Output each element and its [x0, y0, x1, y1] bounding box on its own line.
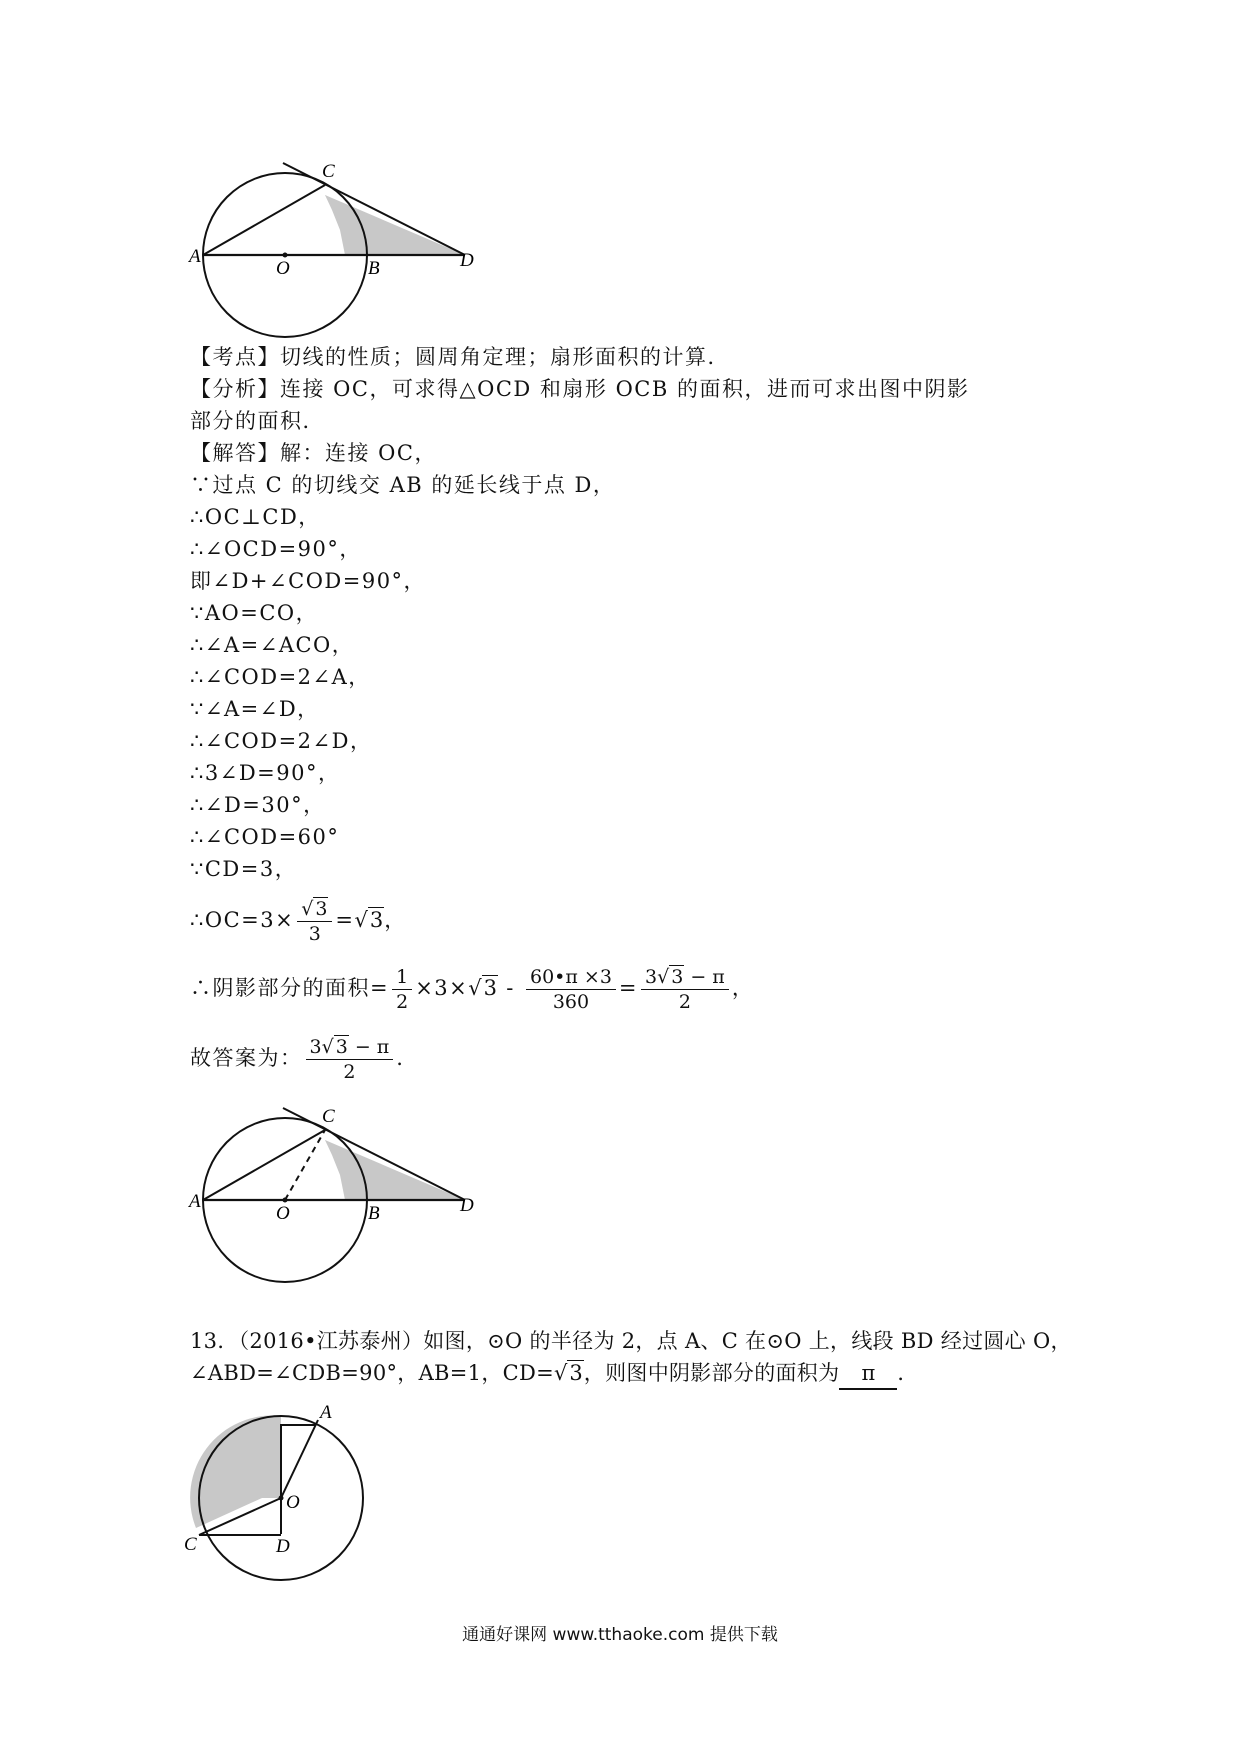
- text-line-kaodian: 【考点】切线的性质；圆周角定理；扇形面积的计算．: [190, 345, 730, 369]
- segment-bd: [281, 1425, 315, 1534]
- problem-13-line-2: ∠ABD=∠CDB=90°，AB=1，CD=√3，则图中阴影部分的面积为 π ．: [190, 1358, 919, 1390]
- area-frac-2: [526, 966, 616, 1013]
- chord-ac: [203, 1130, 325, 1200]
- oc-fraction: $\frac{√ 3}{3}$: [297, 898, 332, 945]
- text-line-step-13: ∵CD=3，: [190, 857, 298, 881]
- label-c: C: [184, 1534, 197, 1555]
- oc-frac-num: 3: [315, 898, 328, 920]
- area-frac-3-rest: − π: [684, 966, 725, 988]
- text-line-step-7: ∴∠COD=2∠A，: [190, 665, 371, 689]
- area-frac-2-den: 360: [526, 989, 616, 1013]
- oc-eq: =: [335, 908, 355, 932]
- text-line-step-4: 即∠D+∠COD=90°，: [190, 569, 427, 593]
- text-line-step-8: ∵∠A=∠D，: [190, 697, 320, 721]
- answer-suffix: .: [396, 1046, 405, 1070]
- figure-2-tangent-diagram: [185, 1105, 485, 1310]
- problem-13-prefix: ∠ABD=∠CDB=90°，AB=1，CD=: [190, 1361, 555, 1385]
- text-line-step-6: ∴∠A=∠ACO，: [190, 633, 355, 657]
- problem-13-sqrt: 3: [569, 1361, 583, 1385]
- text-line-step-9: ∴∠COD=2∠D，: [190, 729, 373, 753]
- label-o: O: [276, 258, 290, 279]
- text-line-fenxi-cont: 部分的面积．: [190, 409, 325, 433]
- text-line-step-5: ∵AO=CO，: [190, 601, 319, 625]
- text-line-jieda: 【解答】解：连接 OC，: [190, 441, 437, 465]
- answer-prefix: 故答案为：: [190, 1046, 303, 1070]
- area-frac-2-num: 60•π ×3: [529, 966, 612, 988]
- area-frac-1-den: 2: [392, 989, 412, 1013]
- label-d: D: [276, 1536, 290, 1557]
- center-dot: [283, 1198, 288, 1203]
- text-line-step-11: ∴∠D=30°，: [190, 793, 326, 817]
- oc-prefix: ∴OC=3×: [190, 908, 295, 932]
- problem-13-line-1: 13．（2016•江苏泰州）如图，⊙O 的半径为 2，点 A、C 在⊙O 上，线段 BD 经过圆心 O，: [190, 1329, 1072, 1353]
- answer-sqrt: 3: [335, 1036, 348, 1058]
- label-d: D: [460, 250, 474, 271]
- label-b: B: [368, 1203, 380, 1224]
- oc-calculation-line: ∴OC=3× $\frac{√ 3}{3}$ =√3，: [190, 898, 407, 945]
- area-frac-3-den: 2: [641, 989, 729, 1013]
- area-suffix: ，: [731, 976, 755, 1000]
- label-d: D: [460, 1195, 474, 1216]
- area-frac-3-sqrt: 3: [671, 966, 684, 988]
- label-a: A: [320, 1402, 332, 1423]
- area-minus: -: [498, 976, 523, 1000]
- figure-3-circle-diagram: [180, 1395, 380, 1590]
- area-eq: =: [618, 976, 639, 1000]
- area-prefix: ∴阴影部分的面积=: [190, 976, 390, 1000]
- answer-den: 2: [306, 1059, 394, 1083]
- answer-fraction: $\frac{3√ 3 - \pi}{2}$: [306, 1036, 394, 1083]
- area-frac-1: [392, 966, 412, 1013]
- chord-ac: [203, 185, 325, 255]
- area-sqrt-1: 3: [483, 976, 498, 1000]
- label-b: B: [368, 258, 380, 279]
- label-a: A: [189, 1191, 201, 1212]
- oc-suffix: ，: [384, 908, 407, 932]
- text-line-step-2: ∴OC⊥CD，: [190, 505, 321, 529]
- label-a: A: [189, 246, 201, 267]
- center-dot: [283, 253, 288, 258]
- text-line-step-3: ∴∠OCD=90°，: [190, 537, 362, 561]
- area-mid: ×3×: [415, 976, 469, 1000]
- area-frac-3-coef: 3: [645, 966, 658, 988]
- label-c: C: [322, 161, 335, 182]
- area-calculation-line: ∴阴影部分的面积= $\frac{1}{2}$ ×3×√3 - $\frac{60•\pi \times 3}{360}$ = $\frac{3√ 3 - \pi}{2}$ ，: [190, 966, 755, 1013]
- answer-line: [190, 1036, 404, 1083]
- area-frac-1-num: 1: [396, 966, 409, 988]
- problem-13-mid: ，则图中阴影部分的面积为: [583, 1361, 840, 1385]
- text-line-step-12: ∴∠COD=60°: [190, 825, 340, 849]
- label-c: C: [322, 1106, 335, 1127]
- area-frac-3: $\frac{3√ 3 - \pi}{2}$: [641, 966, 729, 1013]
- segment-oa: [281, 1420, 318, 1498]
- label-o: O: [286, 1492, 300, 1513]
- oc-sqrt: 3: [369, 908, 384, 932]
- label-o: O: [276, 1203, 290, 1224]
- page-footer: 通通好课网 www.tthaoke.com 提供下载: [462, 1625, 778, 1645]
- answer-coef: 3: [309, 1036, 322, 1058]
- problem-13-suffix: ．: [897, 1361, 919, 1385]
- answer-rest: − π: [348, 1036, 390, 1058]
- center-dot: [279, 1496, 284, 1501]
- problem-13-answer-blank: π: [839, 1358, 897, 1390]
- oc-frac-den: 3: [297, 921, 332, 945]
- text-line-step-10: ∴3∠D=90°，: [190, 761, 341, 785]
- text-line-step-1: ∵过点 C 的切线交 AB 的延长线于点 D，: [190, 473, 616, 497]
- figure-1-tangent-diagram: [185, 150, 485, 360]
- text-line-fenxi: 【分析】连接 OC，可求得△OCD 和扇形 OCB 的面积，进而可求出图中阴影: [190, 377, 970, 401]
